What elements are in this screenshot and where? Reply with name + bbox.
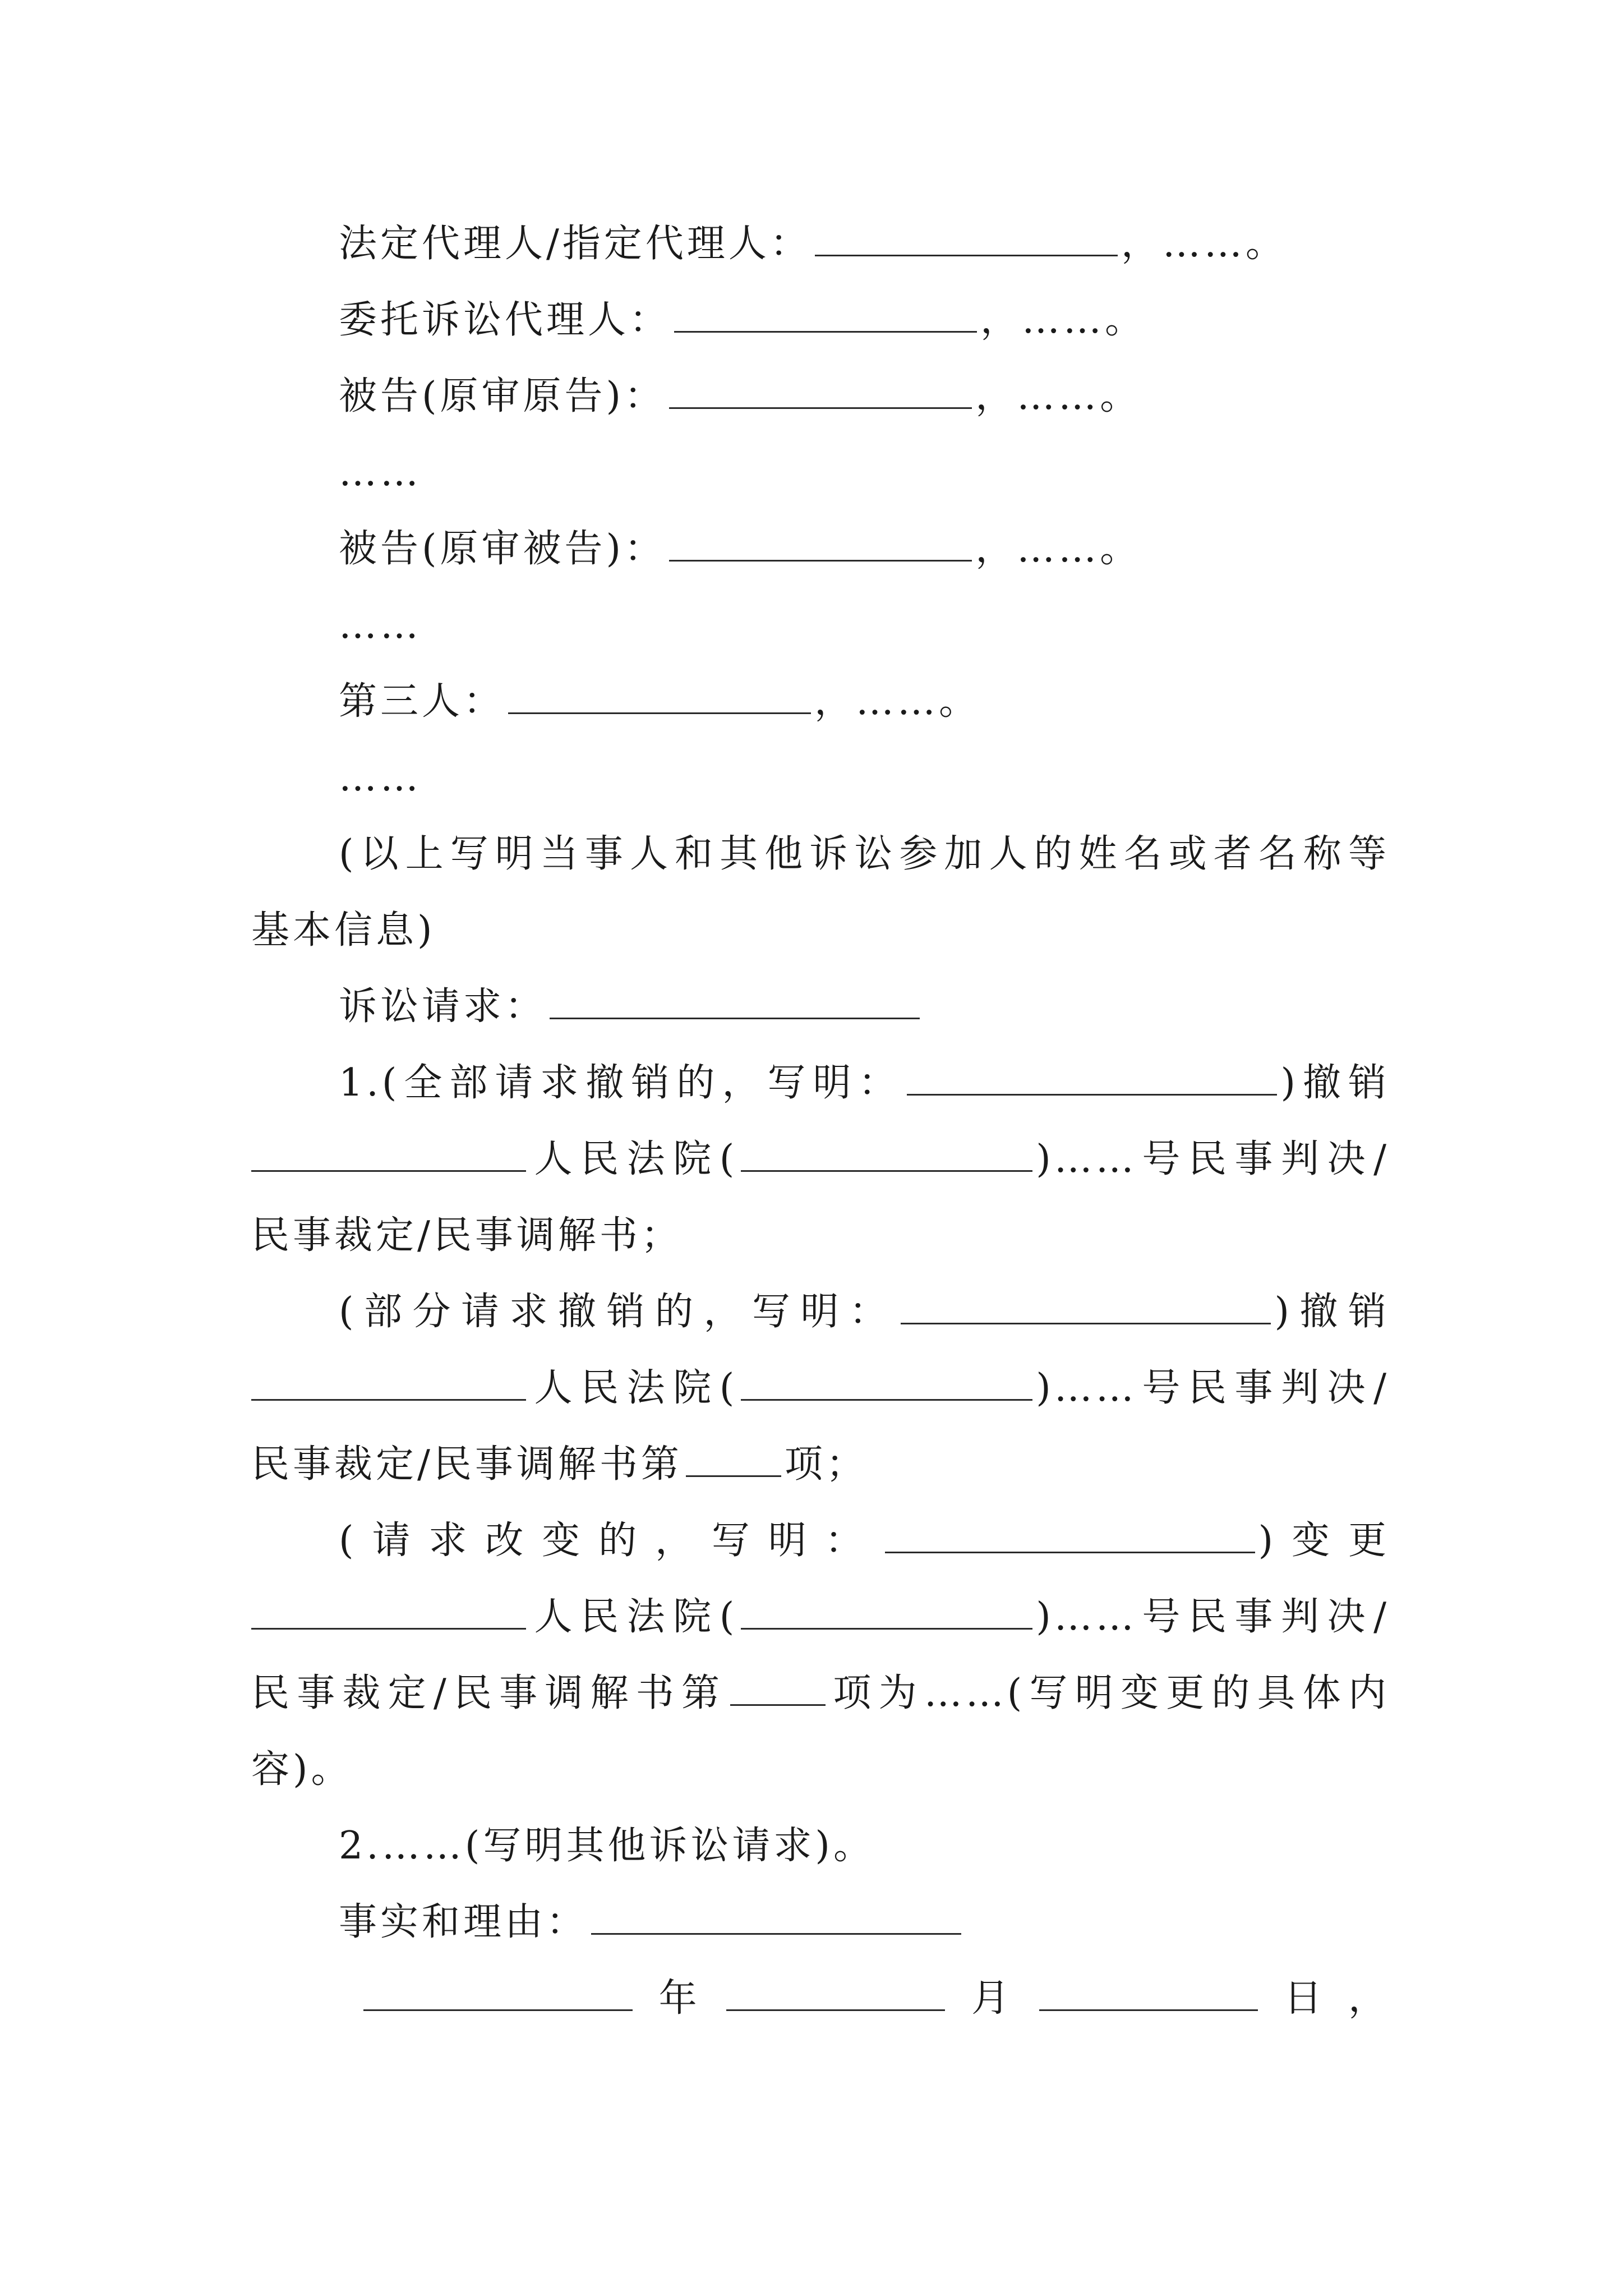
claims-heading-blank[interactable]	[550, 983, 920, 1019]
month-blank[interactable]	[726, 1975, 945, 2011]
case-number-blank[interactable]	[741, 1593, 1032, 1630]
case-number-blank[interactable]	[741, 1135, 1032, 1172]
third-party-blank[interactable]	[508, 678, 811, 714]
court-label: 人民法院(	[529, 1595, 738, 1639]
change-request-tail: )变更	[1258, 1519, 1390, 1563]
claim-1-tail: )撤销	[1280, 1061, 1390, 1105]
content-end-line	[251, 1739, 1390, 1801]
day-blank[interactable]	[1039, 1975, 1258, 2011]
claim-1-blank[interactable]	[907, 1059, 1277, 1096]
partial-revoke-text: (部分请求撤销的，写明：	[339, 1290, 898, 1334]
claim-1-text: 1.(全部请求撤销的，写明：	[339, 1061, 904, 1105]
legal-representative-blank[interactable]	[815, 220, 1118, 256]
item-number-blank[interactable]	[686, 1441, 781, 1477]
ruling-item-line	[251, 1434, 1390, 1496]
third-party-line	[251, 671, 1390, 733]
agent-tail: ，……。	[980, 298, 1147, 342]
month-label: 月	[948, 1976, 1036, 2021]
content-end-text: 容)。	[251, 1747, 353, 1792]
year-blank[interactable]	[363, 1975, 633, 2011]
ellipsis-text: ……	[339, 756, 422, 800]
judgment-label: )……号民事判决/	[1036, 1595, 1390, 1639]
party-info-note-text: (以上写明当事人和其他诉讼参加人的姓名或者名称等	[339, 832, 1390, 876]
change-request-blank[interactable]	[885, 1517, 1255, 1553]
ellipsis-line	[251, 747, 1390, 809]
day-label: 日，	[1261, 1976, 1390, 2021]
court-judgment-line	[251, 1129, 1390, 1190]
case-number-blank[interactable]	[741, 1364, 1032, 1401]
defendant-original-defendant-tail: ，……。	[975, 527, 1142, 571]
ruling-change-line	[251, 1663, 1390, 1724]
legal-representative-line	[251, 213, 1390, 275]
court-name-blank[interactable]	[251, 1593, 526, 1630]
defendant-original-plaintiff-line	[251, 366, 1390, 427]
item-number-blank[interactable]	[730, 1669, 826, 1706]
court-name-blank[interactable]	[251, 1135, 526, 1172]
party-info-note-cont-line	[251, 900, 1390, 961]
party-info-note-cont-text: 基本信息)	[251, 908, 436, 953]
ruling-type-text: 民事裁定/民事调解书；	[251, 1213, 683, 1258]
judgment-label: )……号民事判决/	[1036, 1137, 1390, 1181]
claims-heading-label: 诉讼请求：	[339, 984, 547, 1029]
facts-reasons-blank[interactable]	[591, 1898, 961, 1935]
defendant-original-plaintiff-blank[interactable]	[669, 372, 972, 409]
party-info-note-line	[251, 823, 1390, 885]
claims-heading-line	[251, 976, 1390, 1038]
ellipsis-line	[251, 442, 1390, 504]
defendant-original-plaintiff-label: 被告(原审原告)：	[339, 374, 666, 418]
court-judgment-line	[251, 1358, 1390, 1419]
court-label: 人民法院(	[529, 1137, 738, 1181]
ellipsis-line	[251, 595, 1390, 656]
other-claims-text: 2.……(写明其他诉讼请求)。	[339, 1824, 875, 1868]
ruling-item-tail: 项；	[784, 1442, 868, 1487]
judgment-label: )……号民事判决/	[1036, 1366, 1390, 1410]
defendant-original-defendant-blank[interactable]	[669, 525, 972, 562]
partial-revoke-line	[251, 1281, 1390, 1343]
facts-reasons-label: 事实和理由：	[339, 1900, 588, 1944]
ruling-change-text: 民事裁定/民事调解书第	[251, 1671, 727, 1715]
claim-1-line	[251, 1052, 1390, 1114]
agent-line	[251, 289, 1390, 351]
date-line	[251, 1968, 1390, 2030]
third-party-tail: ，……。	[814, 679, 981, 724]
ruling-type-line	[251, 1205, 1390, 1267]
ruling-change-tail: 项为……(写明变更的具体内	[829, 1671, 1390, 1715]
defendant-original-defendant-line	[251, 518, 1390, 580]
agent-blank[interactable]	[674, 296, 977, 333]
ruling-item-text: 民事裁定/民事调解书第	[251, 1442, 683, 1487]
ellipsis-text: ……	[339, 603, 422, 647]
change-request-line	[251, 1510, 1390, 1572]
partial-revoke-tail: )撤销	[1274, 1290, 1390, 1334]
facts-reasons-line	[251, 1892, 1390, 1953]
change-request-text: (请求改变的，写明：	[339, 1519, 882, 1563]
ellipsis-text: ……	[339, 450, 422, 495]
defendant-original-plaintiff-tail: ，……。	[975, 374, 1142, 418]
agent-label: 委托诉讼代理人：	[339, 298, 671, 342]
partial-revoke-blank[interactable]	[901, 1288, 1271, 1324]
court-name-blank[interactable]	[251, 1364, 526, 1401]
legal-representative-label: 法定代理人/指定代理人：	[339, 222, 811, 266]
year-label: 年	[636, 1976, 723, 2021]
other-claims-line	[251, 1815, 1390, 1877]
court-label: 人民法院(	[529, 1366, 738, 1410]
court-judgment-line	[251, 1586, 1390, 1648]
defendant-original-defendant-label: 被告(原审被告)：	[339, 527, 666, 571]
third-party-label: 第三人：	[339, 679, 505, 724]
legal-representative-tail: ，……。	[1121, 222, 1287, 266]
